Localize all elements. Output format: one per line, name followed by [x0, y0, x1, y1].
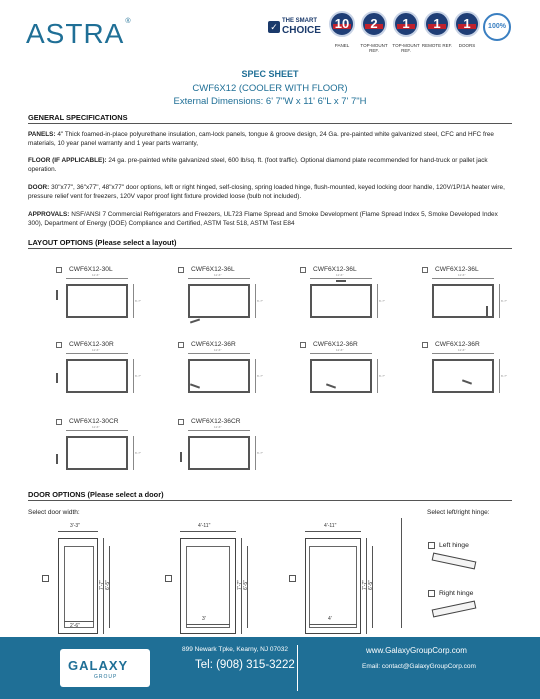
warranty-badge-panel: 10: [329, 11, 355, 37]
left-hinge-checkbox[interactable]: [428, 542, 435, 549]
layout-length-dimension: 11'-6": [92, 273, 100, 277]
door-options-heading: DOOR OPTIONS (Please select a door): [28, 490, 164, 499]
floor-spec: FLOOR (IF APPLICABLE): 24 ga. pre-painted white galvanized steel, 600 lb/sq. ft. (foot traffic). Optional diamond plate recommended for hand-truck or pallet jack operation.: [28, 157, 488, 174]
layout-width-dimension: 6'-7": [135, 451, 141, 455]
layout-checkbox[interactable]: [56, 419, 62, 425]
layout-checkbox[interactable]: [422, 267, 428, 273]
footer-website-link[interactable]: www.GalaxyGroupCorp.com: [366, 646, 467, 655]
approvals-spec: APPROVALS: NSF/ANSI 7 Commercial Refrigerators and Freezers, UL723 Flame Spread and Smoke Development (Flame Spread Index 5, Smoke Developed Index 300), Department of Energy (DOE) Compliance and Certified, ASTM Test 518, ASTM Test E84: [28, 211, 498, 228]
layout-length-dimension: 11'-6": [458, 273, 466, 277]
select-hinge-label: Select left/right hinge:: [427, 509, 490, 516]
layout-length-dimension: 11'-6": [336, 348, 344, 352]
smart-choice-badge: ✓ THE SMART CHOICE: [268, 16, 322, 38]
divider: [28, 500, 512, 501]
footer-divider: [297, 645, 298, 691]
layout-width-dimension: 6'-7": [501, 299, 507, 303]
layout-checkbox[interactable]: [178, 342, 184, 348]
layout-checkbox[interactable]: [56, 342, 62, 348]
layout-checkbox[interactable]: [300, 267, 306, 273]
layout-checkbox[interactable]: [300, 342, 306, 348]
door-width-checkbox-30[interactable]: [42, 575, 49, 582]
layout-length-dimension: 11'-6": [458, 348, 466, 352]
layout-checkbox[interactable]: [178, 267, 184, 273]
layout-length-dimension: 11'-6": [92, 425, 100, 429]
layout-width-dimension: 6'-7": [135, 299, 141, 303]
panels-spec: PANELS: 4" Thick foamed-in-place polyurethane insulation, cam-lock panels, tongue & groove design, 24 Ga. pre-painted white galvanized steel, CFC and HFC free materials, 10 year panel warranty and 1 year parts warranty,: [28, 131, 494, 148]
divider: [28, 123, 512, 124]
select-door-width-label: Select door width:: [28, 509, 80, 516]
layout-option-36r-c[interactable]: CWF6X12-36R 11'-6" 6'-7": [422, 341, 532, 401]
layout-option-36cr[interactable]: CWF6X12-36CR 11'-6" 6'-7": [178, 418, 288, 478]
general-specs-heading: GENERAL SPECIFICATIONS: [28, 113, 128, 122]
right-hinge-diagram: [432, 601, 477, 618]
door-width-checkbox-48[interactable]: [289, 575, 296, 582]
door-options-divider: [401, 518, 402, 628]
layout-checkbox[interactable]: [178, 419, 184, 425]
layout-length-dimension: 11'-6": [336, 273, 344, 277]
layout-width-dimension: 6'-7": [257, 374, 263, 378]
layout-checkbox[interactable]: [56, 267, 62, 273]
layout-option-30r[interactable]: CWF6X12-30R 11'-6" 6'-7": [56, 341, 166, 401]
left-hinge-label: Left hinge: [439, 542, 469, 549]
warranty-badge-doors: 1: [454, 11, 480, 37]
right-hinge-label: Right hinge: [439, 590, 474, 597]
divider: [28, 248, 512, 249]
layout-length-dimension: 11'-6": [92, 348, 100, 352]
layout-length-dimension: 11'-6": [214, 273, 222, 277]
layout-option-36l-b[interactable]: CWF6X12-36L 11'-6" 6'-7": [300, 266, 410, 326]
layout-option-36r-b[interactable]: CWF6X12-36R 11'-6" 6'-7": [300, 341, 410, 401]
layout-width-dimension: 6'-7": [501, 374, 507, 378]
layout-width-dimension: 6'-7": [257, 451, 263, 455]
layout-width-dimension: 6'-7": [379, 299, 385, 303]
warranty-badge-topmount-2: 2: [361, 11, 387, 37]
layout-checkbox[interactable]: [422, 342, 428, 348]
layout-width-dimension: 6'-7": [257, 299, 263, 303]
spec-model: CWF6X12 (COOLER WITH FLOOR): [192, 83, 348, 94]
layout-width-dimension: 6'-7": [379, 374, 385, 378]
spec-title: SPEC SHEET: [241, 69, 299, 79]
warranty-badge-remote: 1: [424, 11, 450, 37]
footer-address: 899 Newark Tpke, Kearny, NJ 07032: [182, 646, 288, 653]
check-icon: ✓: [268, 21, 280, 33]
galaxy-logo: GALAXY GROUP: [60, 649, 150, 687]
layout-length-dimension: 11'-6": [214, 348, 222, 352]
layout-option-36r-a[interactable]: CWF6X12-36R 11'-6" 6'-7": [178, 341, 288, 401]
layout-option-30l[interactable]: CWF6X12-30L 11'-6" 6'-7": [56, 266, 166, 326]
astra-logo: ASTRA®: [26, 18, 132, 49]
spec-dimensions: External Dimensions: 6' 7"W x 11' 6"L x 7' 7"H: [173, 96, 367, 107]
left-hinge-diagram: [432, 553, 477, 570]
layout-option-36l-a[interactable]: CWF6X12-36L 11'-6" 6'-7": [178, 266, 288, 326]
door-spec: DOOR: 30"x77", 36"x77", 48"x77" door options, left or right hinged, self-closing, spring loaded hinge, flush-mounted, keyed locking door handle, 120V/1P/1A heater wire, pressure relief vent for freezers, 120V vapor proof light fixture provided loose (bulb not included).: [28, 184, 505, 201]
door-width-checkbox-36[interactable]: [165, 575, 172, 582]
layout-width-dimension: 6'-7": [135, 374, 141, 378]
layout-option-30cr[interactable]: CWF6X12-30CR 11'-6" 6'-7": [56, 418, 166, 478]
layout-options-heading: LAYOUT OPTIONS (Please select a layout): [28, 238, 177, 247]
right-hinge-checkbox[interactable]: [428, 590, 435, 597]
layout-length-dimension: 11'-6": [214, 425, 222, 429]
warranty-badge-topmount-1: 1: [393, 11, 419, 37]
footer: [0, 637, 540, 699]
footer-email-link[interactable]: Email: contact@GalaxyGroupCorp.com: [362, 663, 476, 670]
footer-phone[interactable]: Tel: (908) 315-3222: [195, 659, 295, 671]
guarantee-seal: 100%: [483, 13, 511, 41]
layout-option-36l-c[interactable]: CWF6X12-36L 11'-6" 6'-7": [422, 266, 532, 326]
